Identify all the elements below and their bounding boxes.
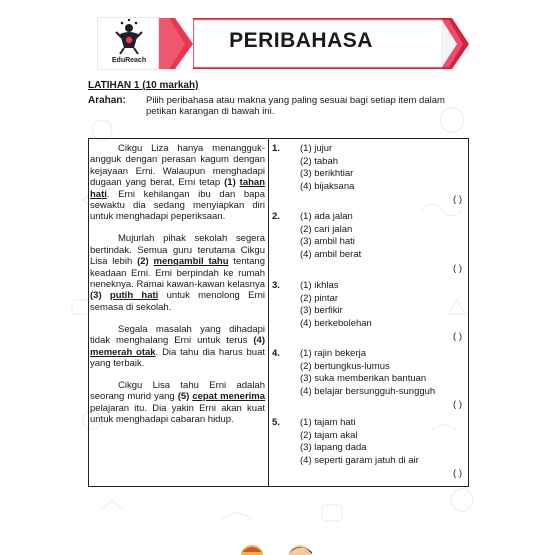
instruction-label: Arahan: [88, 95, 126, 106]
exercise-heading: LATIHAN 1 (10 markah) [88, 80, 199, 91]
passage-paragraph-3: Segala masalah yang dihadapi tidak menghalang Erni untuk terus (4) memerah otak. Dia tahu dia harus buat yang terbaik. [90, 323, 266, 369]
option[interactable]: (3) berfikir [300, 305, 343, 316]
item-4-phrase: memerah otak [90, 346, 156, 358]
option[interactable]: (1) jujur [300, 143, 333, 154]
option[interactable]: (4) berkebolehan [300, 317, 372, 329]
option[interactable]: (4) bijaksana [300, 180, 355, 192]
item-3-phrase: putih hati [109, 290, 159, 302]
answer-box[interactable]: ( ) [453, 194, 462, 205]
cartoon-characters [236, 540, 326, 555]
option[interactable]: (2) pintar [300, 292, 339, 304]
option[interactable]: (1) ada jalan [300, 211, 353, 222]
table-column-divider [268, 138, 269, 487]
option[interactable]: (3) berikhtiar [300, 168, 354, 179]
option[interactable]: (3) ambil hati [300, 236, 355, 247]
instruction-text: Pilih peribahasa atau makna yang paling sesuai bagi setiap item dalam petikan karangan di bawah ini. [146, 95, 445, 117]
passage-paragraph-1: Cikgu Liza hanya menangguk-angguk dengan perasan kagum dengan kejayaan Erni. Walaupun menghadapi dugaan yang berat, Erni tetap (1) tahan hati. Erni kehilangan ibu dan bapa sewaktu dia sedang menyiapkan diri untuk menghadapi peperiksaan. [90, 143, 265, 223]
option[interactable]: (1) ikhlas [300, 280, 339, 291]
page-title: PERIBAHASA [229, 29, 373, 52]
question-1: 1. (1) jujur (2) tabah (3) berikhtiar (4) bijaksana ( ) [272, 143, 462, 205]
item-5-phrase: cepat menerima [192, 391, 266, 403]
question-3: 3. (1) ikhlas (2) pintar (3) berfikir (4) berkebolehan ( ) [272, 280, 462, 342]
option[interactable]: (1) tajam hati [300, 417, 356, 428]
option[interactable]: (3) lapang dada [300, 442, 367, 453]
item-2-phrase: mengambil tahu [153, 256, 229, 268]
option[interactable]: (3) suka memberikan bantuan [300, 373, 427, 384]
answer-box[interactable]: ( ) [453, 468, 462, 479]
option[interactable]: (4) belajar bersungguh-sungguh [300, 385, 436, 397]
option[interactable]: (2) tabah [300, 155, 339, 167]
option[interactable]: (4) ambil berat [300, 248, 362, 260]
edureach-logo [97, 17, 159, 70]
question-5: 5. (1) tajam hati (2) tajam akal (3) lapang dada (4) seperti garam jatuh di air ( ) [272, 417, 462, 479]
answer-box[interactable]: ( ) [453, 331, 462, 342]
passage-text [90, 143, 265, 436]
passage-paragraph-4: Cikgu Lisa tahu Erni adalah seorang murid yang (5) cepat menerima pelajaran itu. Dia yakin Erni akan kuat untuk menghadapi cabaran hidup. [90, 379, 266, 426]
option[interactable]: (4) seperti garam jatuh di air [300, 454, 419, 466]
question-4: 4. (1) rajin bekerja (2) bertungkus-lumus (3) suka memberikan bantuan (4) belajar bersungguh-sungguh ( ) [272, 348, 462, 410]
answer-box[interactable]: ( ) [453, 263, 462, 274]
answer-box[interactable]: ( ) [453, 399, 462, 410]
logo-figure-icon [98, 18, 160, 58]
item-1-phrase: tahan hati [90, 177, 265, 200]
passage-paragraph-2: Mujurlah pihak sekolah segera bertindak. Semua guru terutama Cikgu Lisa lebih (2) mengambil tahu tentang keadaan Erni. Erni berpindah ke rumah neneknya. Ramai kawan-kawan kelasnya (3) putih hati untuk menolong Erni semasa di sekolah. [90, 233, 266, 313]
header-banner [97, 17, 469, 70]
option[interactable]: (2) bertungkus-lumus [300, 360, 390, 372]
logo-text: EduReach [111, 57, 147, 64]
question-2: 2. (1) ada jalan (2) cari jalan (3) ambil hati (4) ambil berat ( ) [272, 211, 462, 274]
option[interactable]: (2) tajam akal [300, 429, 358, 441]
option[interactable]: (2) cari jalan [300, 223, 353, 235]
option[interactable]: (1) rajin bekerja [300, 348, 366, 359]
